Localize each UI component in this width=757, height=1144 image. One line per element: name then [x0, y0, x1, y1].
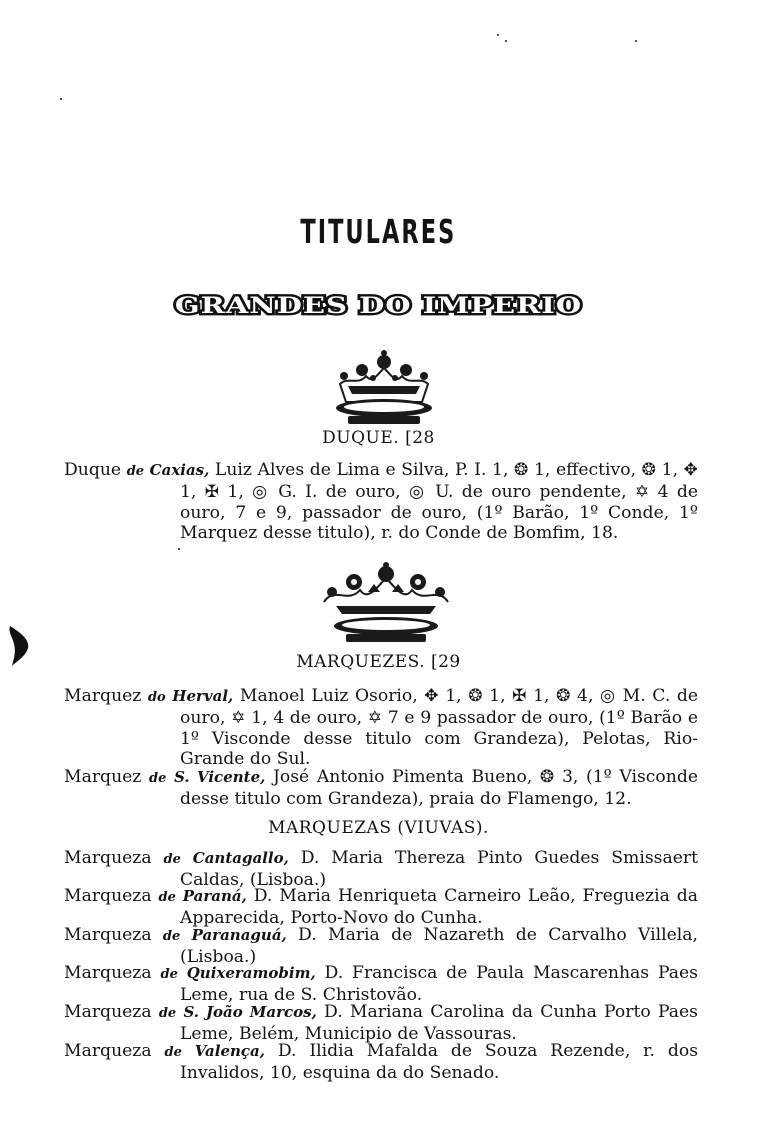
entry-particle: de [158, 890, 176, 905]
entry-text: D. Ilidia Mafalda de Souza Rezende, r. dos Invalidos, 10, esquina da do Senado. [180, 1041, 699, 1084]
marqueza-entry [64, 963, 698, 1006]
entry-place: Herval, [172, 687, 234, 705]
speck [60, 98, 62, 100]
duque-heading: DUQUE. [28 [322, 428, 435, 448]
entry-rank: Marquez [64, 767, 142, 787]
entry-rank: Duque [64, 460, 122, 480]
entry-text: Luiz Alves de Lima e Silva, P. I. 1, ❂ 1, effectivo, ❂ 1, ✥ 1, ✠ 1, ◎ G. I. de ouro, ◎ U. de ouro pendente, ✡ 4 de ouro, 7 e 9, passador de ouro, (1º Barão, 1º Conde, 1º Marquez desse titulo), r. do Conde de Bomfim, 18. [180, 460, 699, 543]
entry-rank: Marqueza [64, 1041, 152, 1061]
marquez-entry [64, 767, 698, 810]
entry-place: Paraná, [182, 887, 247, 905]
speck [178, 548, 180, 550]
entry-particle: de [160, 967, 178, 982]
entry-particle: do [147, 690, 166, 705]
marqueza-entry [64, 1041, 698, 1084]
entry-text: José Antonio Pimenta Bueno, ❂ 3, (1º Visconde desse titulo com Grandeza), praia do Flamengo, 12. [180, 767, 699, 810]
speck [497, 34, 499, 36]
entry-text: D. Francisca de Paula Mascarenhas Paes Leme, rua de S. Christovão. [180, 963, 698, 1006]
speck [635, 40, 637, 42]
marquezes-heading: MARQUEZES. [29 [296, 652, 461, 672]
marqueza-entry [64, 886, 698, 929]
entry-rank: Marqueza [64, 963, 152, 983]
entry-text: D. Maria Thereza Pinto Guedes Smissaert Caldas, (Lisboa.) [180, 848, 699, 891]
entry-place: Quixeramobim, [186, 964, 316, 982]
entry-particle: de [149, 771, 167, 786]
entry-place: Paranaguá, [191, 926, 287, 944]
entry-text: Manoel Luiz Osorio, ✥ 1, ❂ 1, ✠ 1, ❂ 4, ◎ M. C. de ouro, ✡ 1, 4 de ouro, ✡ 7 e 9 passador de ouro, (1º Barão e 1º Visconde desse titulo com Grandeza), Pelotas, Rio-Grande do Sul. [180, 686, 699, 769]
entry-rank: Marquez [64, 686, 142, 706]
speck [505, 40, 507, 42]
entry-text: D. Mariana Carolina da Cunha Porto Paes Leme, Belém, Municipio de Vassouras. [180, 1002, 699, 1045]
duque-entry [64, 460, 698, 543]
entry-place: S. João Marcos, [183, 1003, 317, 1021]
entry-text: D. Maria Henriqueta Carneiro Leão, Freguezia da Apparecida, Porto-Novo do Cunha. [180, 886, 698, 929]
entry-rank: Marqueza [64, 848, 152, 868]
entry-rank: Marqueza [64, 1002, 152, 1022]
entry-place: S. Vicente, [174, 768, 266, 786]
entry-particle: de [162, 929, 181, 944]
entry-particle: de [164, 1045, 182, 1060]
marquis-crown-icon [308, 562, 464, 646]
entry-particle: de [126, 464, 145, 479]
entry-place: Valença, [194, 1042, 265, 1060]
ink-blot [8, 624, 30, 672]
marqueza-entry [64, 848, 698, 891]
entry-rank: Marqueza [64, 886, 152, 906]
marqueza-entry [64, 925, 698, 968]
entry-particle: de [163, 852, 181, 867]
ducal-crown-icon [318, 346, 450, 428]
entry-place: Cantagallo, [192, 849, 289, 867]
page-subtitle: GRANDES DO IMPERIO [174, 292, 583, 319]
marquezas-heading: MARQUEZAS (VIUVAS). [268, 818, 489, 838]
marquez-entry [64, 686, 698, 769]
entry-rank: Marqueza [64, 925, 152, 945]
entry-text: D. Maria de Nazareth de Carvalho Villela, (Lisboa.) [180, 925, 698, 968]
marqueza-entry [64, 1002, 698, 1045]
entry-particle: de [158, 1006, 177, 1021]
page-title: TITULARES [300, 212, 457, 251]
entry-place: Caxias, [149, 461, 210, 479]
